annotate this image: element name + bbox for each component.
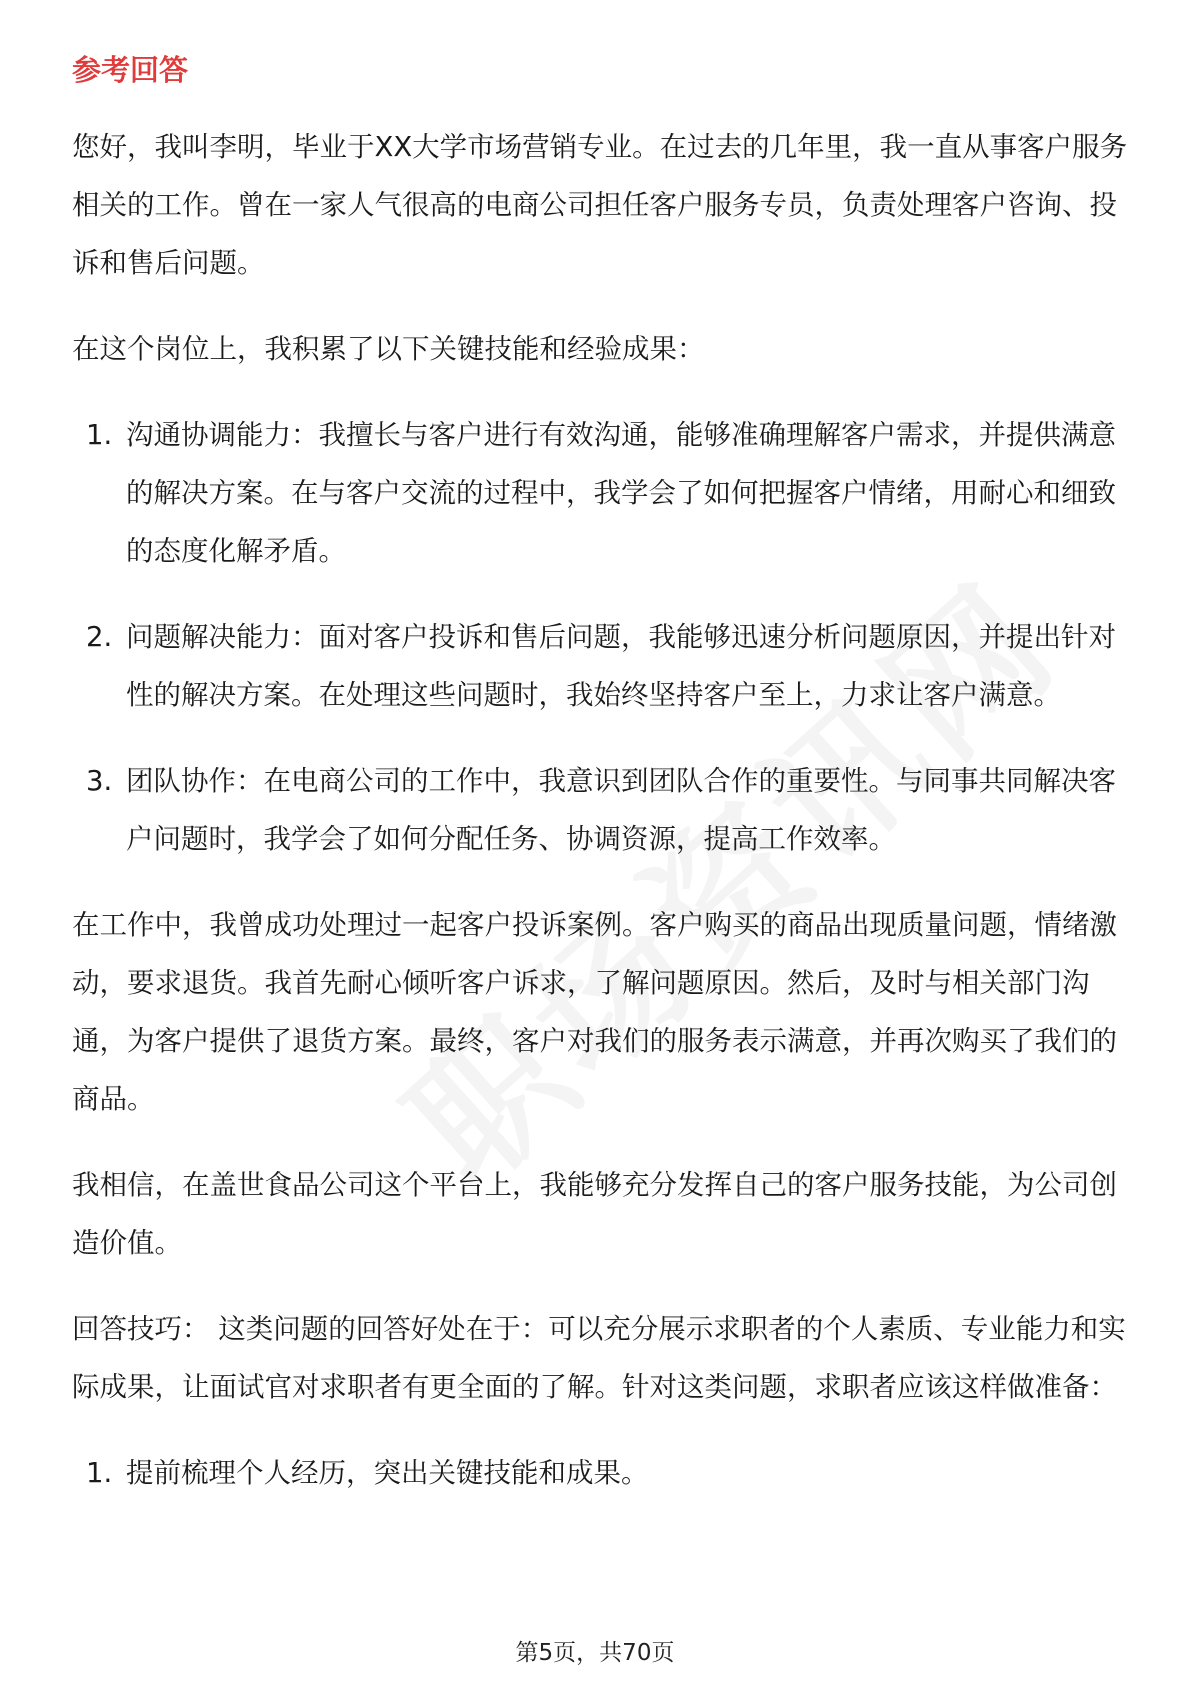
list-item-text: 沟通协调能力：我擅长与客户进行有效沟通，能够准确理解客户需求，并提供满意的解决方案。在与客户交流的过程中，我学会了如何把握客户情绪，用耐心和细致的态度化解矛盾。 [126,419,1116,567]
list-item-text: 提前梳理个人经历，突出关键技能和成果。 [126,1457,649,1489]
list-number: 1. [86,1457,113,1489]
tips-paragraph: 回答技巧： 这类问题的回答好处在于：可以充分展示求职者的个人素质、专业能力和实际成果，让面试官对求职者有更全面的了解。针对这类问题，求职者应该这样做准备： [72,1313,1126,1403]
case-paragraph: 在工作中，我曾成功处理过一起客户投诉案例。客户购买的商品出现质量问题，情绪激动，要求退货。我首先耐心倾听客户诉求，了解问题原因。然后，及时与相关部门沟通，为客户提供了退货方案。最终，客户对我们的服务表示满意，并再次购买了我们的商品。 [72,909,1117,1115]
list-number: 3. [86,765,113,797]
answer-body [72,118,1128,1530]
list-number: 2. [86,621,113,653]
list-item [72,1444,1128,1502]
list-item-text: 团队协作：在电商公司的工作中，我意识到团队合作的重要性。与同事共同解决客户问题时，我学会了如何分配任务、协调资源，提高工作效率。 [126,765,1116,855]
intro-paragraph: 您好，我叫李明，毕业于XX大学市场营销专业。在过去的几年里，我一直从事客户服务相关的工作。曾在一家人气很高的电商公司担任客户服务专员，负责处理客户咨询、投诉和售后问题。 [72,131,1128,279]
skills-list [72,406,1128,868]
prep-list [72,1444,1128,1502]
list-item [72,752,1128,868]
skills-intro-paragraph: 在这个岗位上，我积累了以下关键技能和经验成果： [72,333,705,365]
page-number: 第5页，共70页 [515,1640,675,1666]
list-number: 1. [86,419,113,451]
section-heading: 参考回答 [72,53,189,87]
list-item-text: 问题解决能力：面对客户投诉和售后问题，我能够迅速分析问题原因，并提出针对性的解决方案。在处理这些问题时，我始终坚持客户至上，力求让客户满意。 [126,621,1116,711]
list-item [72,608,1128,724]
list-item [72,406,1128,580]
belief-paragraph: 我相信，在盖世食品公司这个平台上，我能够充分发挥自己的客户服务技能，为公司创造价值。 [72,1169,1117,1259]
